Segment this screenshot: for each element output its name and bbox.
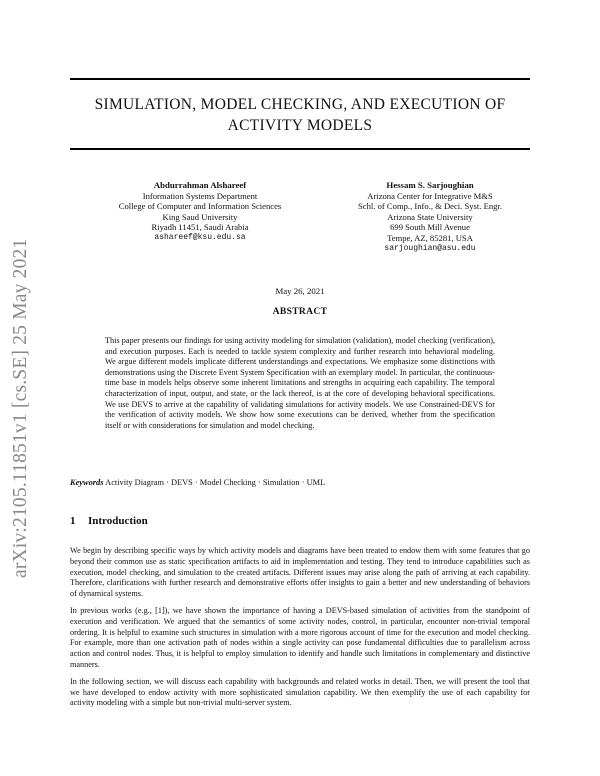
author-affiliation-line: King Saud University xyxy=(162,211,238,222)
author-affiliation-line: Tempe, AZ, 85281, USA xyxy=(387,232,473,243)
publication-date: May 26, 2021 xyxy=(275,286,325,296)
author-affiliation-line: 699 South Mill Avenue xyxy=(390,222,470,233)
arxiv-identifier: arXiv:2105.11851v1 [cs.SE] 25 May 2021 xyxy=(10,238,31,578)
paragraph: In previous works (e.g., [1]), we have shown the importance of having a DEVS-based simulation of activities from the standpoint of execution and verification. We argued that the semantics of some activity nodes, control, in particular, encounter non-trivial temporal ordering. It is helpful to examine such structures in simulation with a more rigorous account of time for the execution and model checking. For example, more than one activation path of nodes within a single activity can pose fundamental difficulties due to parallelism across action and control nodes. Thus, it is helpful to employ simulation to identify and handle such limitations in complementary and distinctive manners. xyxy=(70,605,530,669)
title-line-1: SIMULATION, MODEL CHECKING, AND EXECUTION OF xyxy=(94,96,506,113)
paragraph: We begin by describing specific ways by which activity models and diagrams have been treated to endow them with some features that go beyond their common use as static specification artifacts to aid in implementation and testing. They tend to introduce capabilities such as execution, model checking, and simulation to the created artifacts. Different issues may arise along the path of arriving at each capability. Therefore, clarifications with further research and demonstrative efforts offer insights to gain a better and new understanding of behaviors of dynamical systems. xyxy=(70,546,530,599)
paper-title xyxy=(70,94,530,136)
section-title: Introduction xyxy=(88,515,148,527)
author-affiliation-line: Arizona Center for Integrative M&S xyxy=(367,190,493,201)
title-line-2: ACTIVITY MODELS xyxy=(227,117,373,134)
abstract-text: This paper presents our findings for using activity modeling for simulation (validation), model checking (verification), and execution purposes. Each is needed to tackle system complexity and further research into behavioral modeling. We argue different models implicate different understandings and expectations. We emphasize some distinctions with demonstrations using the Discrete Event System Specification with an exemplary model. In particular, the continuous-time base in models helps observe some inherent limitations and strengths in acquiring each capability. The temporal characterization of input, output, and state, or the lack thereof, is at the core of developing behavioral specifications. We use DEVS to arrive at the capability of validating simulations for activity models. We use Constrained-DEVS for the verification of activity models. We show how some executions can be derived, whether from the specification itself or with considerations for simulation and model checking. xyxy=(105,336,495,430)
title-top-rule xyxy=(70,78,530,80)
author-2 xyxy=(330,180,530,254)
author-affiliation-line: Arizona State University xyxy=(387,211,473,222)
author-affiliation-line: Information Systems Department xyxy=(142,190,258,201)
keywords-list: Activity Diagram · DEVS · Model Checking · Simulation · UML xyxy=(105,478,326,487)
author-email[interactable]: sarjoughian@asu.edu xyxy=(384,243,476,253)
title-bottom-rule xyxy=(70,148,530,150)
author-name: Abdurrahman Alshareef xyxy=(153,180,247,190)
section-number: 1 xyxy=(70,515,76,527)
paragraph: In the following section, we will discuss each capability with backgrounds and related works in detail. Then, we will present the tool that we have developed to endow activity with more sophisticated simulation capability. We then exemplify the use of each capability for activity modeling with a simple but non-trivial multi-server system. xyxy=(70,676,530,708)
author-1 xyxy=(70,180,330,244)
section-heading xyxy=(70,515,148,527)
author-email[interactable]: ashareef@ksu.edu.sa xyxy=(154,232,246,242)
abstract-heading: ABSTRACT xyxy=(272,306,328,317)
author-affiliation-line: Riyadh 11451, Saudi Arabia xyxy=(151,222,249,233)
author-affiliation-line: College of Computer and Information Sciences xyxy=(118,201,282,212)
author-affiliation-line: Schl. of Comp., Info., & Deci. Syst. Engr. xyxy=(358,201,502,212)
keywords-label: Keywords xyxy=(70,478,104,487)
keywords xyxy=(70,478,530,487)
introduction-body xyxy=(70,546,530,715)
author-name: Hessam S. Sarjoughian xyxy=(386,180,474,190)
